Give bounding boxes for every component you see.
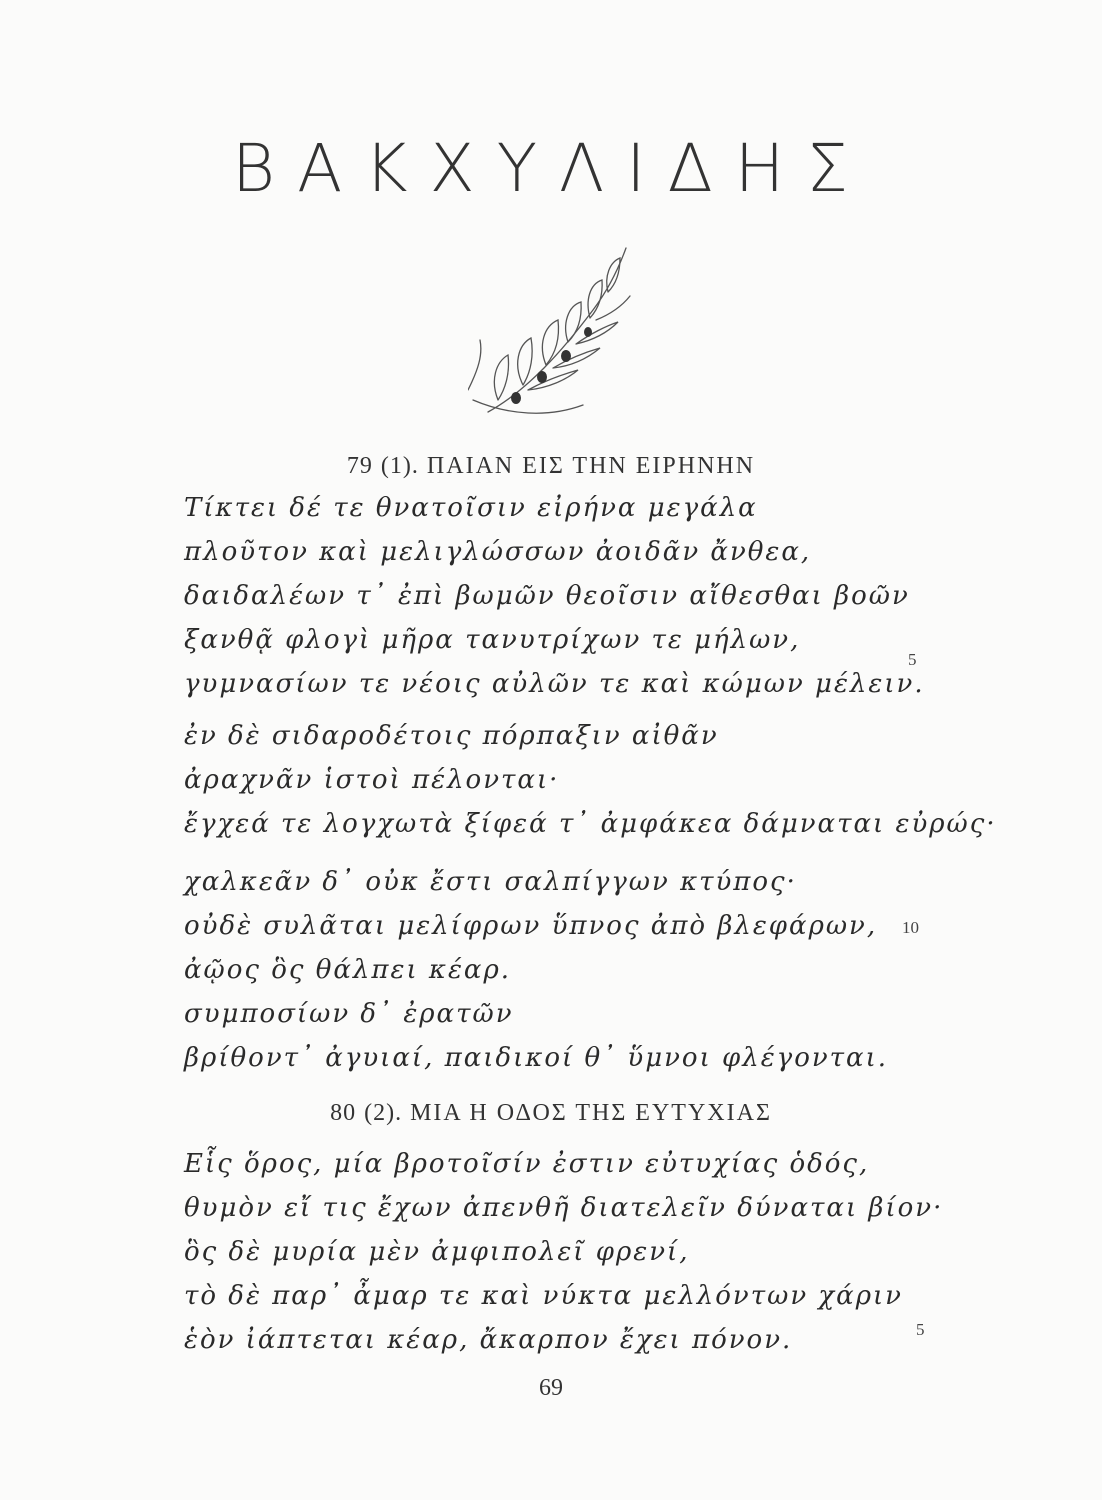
verse-line: ἔγχεά τε λογχωτὰ ξίφεά τ᾽ ἀμφάκεα δάμναται εὐρώς· <box>184 809 997 839</box>
verse-line: γυμνασίων τε νέοις αὐλῶν τε καὶ κώμων μέλειν. <box>184 669 925 699</box>
verse-line: Εἷς ὅρος, μία βροτοῖσίν ἐστιν εὐτυχίας ὁδός, <box>184 1149 870 1179</box>
verse-line: πλοῦτον καὶ μελιγλώσσων ἀοιδᾶν ἄνθεα, <box>184 537 812 567</box>
verse-line: Τίκτει δέ τε θνατοῖσιν εἰρήνα μεγάλα <box>184 493 758 523</box>
line-number: 5 <box>908 650 917 669</box>
verse-line: τὸ δὲ παρ᾽ ἆμαρ τε καὶ νύκτα μελλόντων χάριν <box>184 1281 903 1311</box>
line-number: 10 <box>902 918 919 937</box>
poem-79-subnumber: (1). <box>380 453 419 479</box>
verse-line: χαλκεᾶν δ᾽ οὐκ ἔστι σαλπίγγων κτύπος· <box>184 867 797 897</box>
book-title: ΒΑΚΧΥΛΙΔΗΣ <box>231 130 871 207</box>
verse-line: ἑὸν ἰάπτεται κέαρ, ἄκαρπον ἔχει πόνον. <box>184 1325 793 1355</box>
verse-line: θυμὸν εἴ τις ἔχων ἀπενθῆ διατελεῖν δύναται βίον· <box>184 1193 944 1223</box>
olive-branch-icon <box>468 240 638 425</box>
page-number: 69 <box>539 1375 563 1401</box>
poem-80-title: ΜΙΑ Η ΟΔΟΣ ΤΗΣ ΕΥΤΥΧΙΑΣ <box>410 1100 772 1126</box>
verse-line: δαιδαλέων τ᾽ ἐπὶ βωμῶν θεοῖσιν αἴθεσθαι βοῶν <box>184 581 910 611</box>
poem-79-stanza-2 <box>184 714 997 846</box>
verse-line: βρίθοντ᾽ ἀγυιαί, παιδικοί θ᾽ ὕμνοι φλέγονται. <box>184 1043 889 1073</box>
verse-line: συμποσίων δ᾽ ἐρατῶν <box>184 999 514 1029</box>
poem-80-number: 80 <box>330 1100 357 1126</box>
verse-line: ὃς δὲ μυρία μὲν ἀμφιπολεῖ φρενί, <box>184 1237 690 1267</box>
verse-line: ἀῷος ὃς θάλπει κέαρ. <box>184 955 512 985</box>
poem-80-heading <box>0 1100 1102 1127</box>
poem-80-stanza-1 <box>184 1142 944 1362</box>
line-number: 5 <box>916 1320 925 1339</box>
poem-79-stanza-1 <box>184 486 944 706</box>
verse-line: ἐν δὲ σιδαροδέτοις πόρπαξιν αἰθᾶν <box>184 721 719 751</box>
poem-79-heading <box>0 453 1102 480</box>
poem-79-number: 79 <box>346 453 373 479</box>
poem-79-stanza-3 <box>184 860 944 1080</box>
verse-line: οὐδὲ συλᾶται μελίφρων ὕπνος ἀπὸ βλεφάρων, <box>184 911 878 941</box>
poem-80-subnumber: (2). <box>364 1100 403 1126</box>
verse-line: ξανθᾷ φλογὶ μῆρα τανυτρίχων τε μήλων, <box>184 625 801 655</box>
poem-79-title: ΠΑΙΑΝ ΕΙΣ ΤΗΝ ΕΙΡΗΝΗΝ <box>426 453 756 479</box>
verse-line: ἀραχνᾶν ἱστοὶ πέλονται· <box>184 765 560 795</box>
